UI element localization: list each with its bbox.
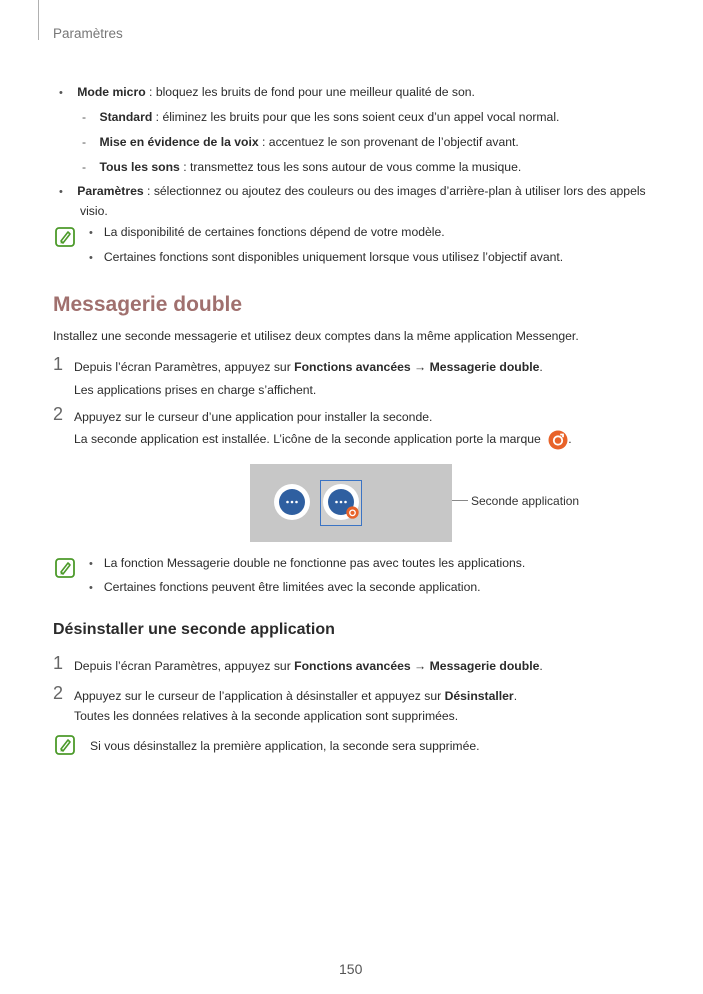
note1-item-1: • La disponibilité de certaines fonctions dépend de votre modèle. <box>89 225 445 239</box>
desc-standard: : éliminez les bruits pour que les sons soient ceux d’un appel vocal normal. <box>152 110 560 124</box>
uninstall-step2-pre: Appuyez sur le curseur de l’application à désinstaller et appuyez sur <box>74 689 445 703</box>
desc-tous-sons: : transmettez tous les sons autour de vous comme la musique. <box>179 160 522 174</box>
step-number-1: 1 <box>53 653 64 673</box>
step1-fonctions-avancees: Fonctions avancées <box>294 360 411 374</box>
term-standard: Standard <box>99 110 153 124</box>
term-parametres: Paramètres <box>77 184 144 198</box>
uninstall-step2-text <box>74 688 517 704</box>
step1-post: . <box>539 360 543 374</box>
app-selection-figure <box>250 464 452 542</box>
term-mode-micro: Mode micro <box>77 85 146 99</box>
note2-item-1: • La fonction Messagerie double ne fonctionne pas avec toutes les applications. <box>89 556 526 570</box>
dual-messenger-badge-icon <box>548 430 568 450</box>
bullet-parametres <box>59 183 646 200</box>
step2-line2-text: La seconde application est installée. L’icône de la seconde application porte la marque <box>74 432 541 446</box>
uninstall-desinstaller: Désinstaller <box>444 689 514 703</box>
desc-voix: : accentuez le son provenant de l’objectif avant. <box>258 135 519 149</box>
step-number-2: 2 <box>53 404 64 424</box>
note1-item-2: • Certaines fonctions sont disponibles uniquement lorsque vous utilisez l’objectif avant. <box>89 250 564 264</box>
uninstall-messagerie-double: Messagerie double <box>429 659 540 673</box>
uninstall-step2-post: . <box>513 689 518 703</box>
note-pencil-icon <box>55 558 75 578</box>
desc-parametres: : sélectionnez ou ajoutez des couleurs ou des images d’arrière-plan à utiliser lors des appels <box>143 184 646 198</box>
section-intro: Installez une seconde messagerie et utilisez deux comptes dans la même application Messenger. <box>53 329 579 343</box>
sub-bullet-tous-sons: - Tous les sons : transmettez tous les sons autour de vous comme la musique. <box>82 160 522 174</box>
uninstall-step1-post: . <box>539 659 543 673</box>
note2-item-2: • Certaines fonctions peuvent être limitées avec la seconde application. <box>89 580 481 594</box>
note1-text-2: Certaines fonctions sont disponibles uniquement lorsque vous utilisez l’objectif avant. <box>103 250 564 264</box>
app-icon-frame <box>274 484 310 520</box>
step2-line1: Appuyez sur le curseur d’une application pour installer la seconde. <box>74 410 433 424</box>
step1-text <box>74 359 543 375</box>
note2-text-1: La fonction Messagerie double ne fonctionne pas avec toutes les applications. <box>103 556 526 570</box>
term-tous-sons: Tous les sons <box>99 160 180 174</box>
step-number-2: 2 <box>53 683 64 703</box>
messenger-app-icon <box>274 484 310 520</box>
subsection-title: Désinstaller une seconde application <box>53 621 335 638</box>
note3-text: Si vous désinstallez la première application, la seconde sera supprimée. <box>90 739 480 753</box>
bullet-mode-micro <box>59 84 475 101</box>
dual-messenger-badge-icon <box>346 506 359 519</box>
uninstall-step1-pre: Depuis l’écran Paramètres, appuyez sur <box>74 659 295 673</box>
desc-mode-micro: : bloquez les bruits de fond pour une meilleur qualité de son. <box>145 85 475 99</box>
step2-line2 <box>74 430 572 450</box>
page-number: 150 <box>339 961 363 977</box>
page-header-title: Paramètres <box>53 26 123 41</box>
uninstall-step2-line2: Toutes les données relatives à la seconde application sont supprimées. <box>74 709 459 723</box>
uninstall-step1-text <box>74 658 543 674</box>
step1-pre: Depuis l’écran Paramètres, appuyez sur <box>74 360 295 374</box>
bullet-dot: • <box>59 87 63 99</box>
bullet-dot: • <box>59 186 63 198</box>
step2-line2-end: . <box>568 432 572 446</box>
arrow-icon: → <box>410 360 430 374</box>
callout-line <box>452 500 468 501</box>
callout-seconde-application: Seconde application <box>471 494 580 508</box>
desc-parametres-cont: visio. <box>80 204 108 218</box>
note2-text-2: Certaines fonctions peuvent être limitées avec la seconde application. <box>103 580 481 594</box>
step1-messagerie-double: Messagerie double <box>429 360 540 374</box>
note1-text-1: La disponibilité de certaines fonctions dépend de votre modèle. <box>103 225 445 239</box>
header-rule <box>38 0 39 40</box>
uninstall-fonctions-avancees: Fonctions avancées <box>294 659 411 673</box>
arrow-icon: → <box>410 659 430 673</box>
term-voix: Mise en évidence de la voix <box>99 135 259 149</box>
sub-bullet-standard: - Standard : éliminez les bruits pour que les sons soient ceux d’un appel vocal normal. <box>82 110 560 124</box>
note-pencil-icon <box>55 735 75 755</box>
step-number-1: 1 <box>53 354 64 374</box>
sub-bullet-voix: - Mise en évidence de la voix : accentuez le son provenant de l’objectif avant. <box>82 135 519 149</box>
section-title: Messagerie double <box>53 293 243 316</box>
step1-line2: Les applications prises en charge s’affichent. <box>74 383 317 397</box>
note-pencil-icon <box>55 227 75 247</box>
